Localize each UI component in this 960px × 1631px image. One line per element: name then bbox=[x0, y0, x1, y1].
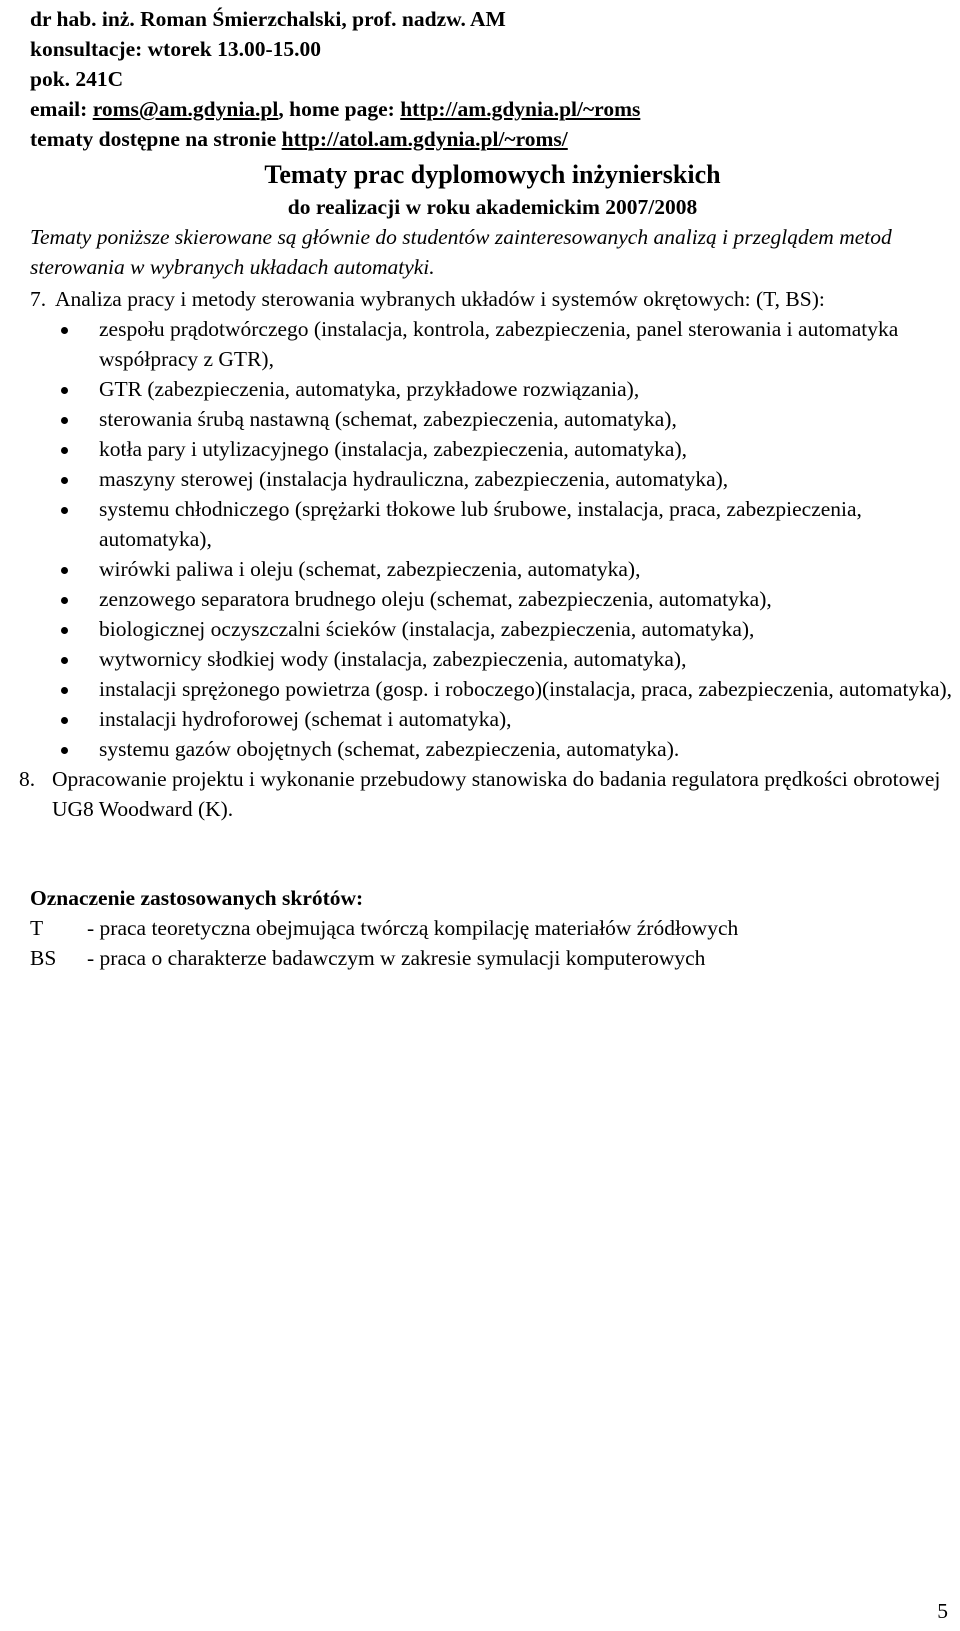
author-name: dr hab. inż. Roman Śmierzchalski, prof. nadzw. AM bbox=[30, 7, 506, 31]
abbreviation-desc: - praca teoretyczna obejmująca twórczą kompilację materiałów źródłowych bbox=[87, 916, 739, 940]
bullet-item bbox=[55, 434, 955, 464]
intro-paragraph: Tematy poniższe skierowane są głównie do studentów zainteresowanych analizą i przeglądem metod sterowania w wybranych układach automatyki. bbox=[30, 225, 892, 279]
bullet-text: sterowania śrubą nastawną (schemat, zabezpieczenia, automatyka), bbox=[99, 407, 677, 431]
email-label: email: bbox=[30, 97, 93, 121]
home-page-label: , home page: bbox=[278, 97, 401, 121]
email-link[interactable]: roms@am.gdynia.pl bbox=[92, 97, 279, 121]
topic-bullet-list bbox=[55, 314, 955, 764]
bullet-item bbox=[55, 614, 955, 644]
abbreviation-key: BS bbox=[30, 946, 57, 970]
bullet-text: zespołu prądotwórczego (instalacja, kontrola, zabezpieczenia, panel sterowania i automatyka współpracy z GTR), bbox=[99, 317, 899, 371]
bullet-text: systemu chłodniczego (sprężarki tłokowe lub śrubowe, instalacja, praca, zabezpieczenia, automatyka), bbox=[99, 497, 862, 551]
topic-text: Analiza pracy i metody sterowania wybranych układów i systemów okrętowych: (T, BS): bbox=[55, 287, 825, 311]
page-number: 5 bbox=[937, 1599, 948, 1623]
bullet-icon bbox=[61, 477, 68, 484]
topic-number: 7. bbox=[30, 287, 47, 311]
bullet-icon bbox=[61, 657, 68, 664]
bullet-item bbox=[55, 554, 955, 584]
bullet-icon bbox=[61, 747, 68, 754]
bullet-text: zenzowego separatora brudnego oleju (schemat, zabezpieczenia, automatyka), bbox=[99, 587, 772, 611]
topics-line bbox=[30, 124, 955, 154]
bullet-icon bbox=[61, 687, 68, 694]
bullet-icon bbox=[61, 387, 68, 394]
abbreviation-key: T bbox=[30, 916, 44, 940]
bullet-icon bbox=[61, 447, 68, 454]
consultation-hours: konsultacje: wtorek 13.00-15.00 bbox=[30, 37, 322, 61]
topic-text: Opracowanie projektu i wykonanie przebudowy stanowiska do badania regulatora prędkości obrotowej UG8 Woodward (K). bbox=[52, 767, 941, 821]
author-header bbox=[30, 4, 955, 154]
bullet-text: systemu gazów obojętnych (schemat, zabezpieczenia, automatyka). bbox=[99, 737, 680, 761]
bullet-text: wirówki paliwa i oleju (schemat, zabezpieczenia, automatyka), bbox=[99, 557, 641, 581]
room-number: pok. 241C bbox=[30, 67, 124, 91]
page-subtitle: do realizacji w roku akademickim 2007/2008 bbox=[287, 195, 698, 219]
bullet-item bbox=[55, 674, 955, 704]
page-title: Tematy prac dyplomowych inżynierskich bbox=[264, 160, 721, 189]
contact-line bbox=[30, 94, 955, 124]
bullet-text: maszyny sterowej (instalacja hydrauliczna, zabezpieczenia, automatyka), bbox=[99, 467, 729, 491]
bullet-text: biologicznej oczyszczalni ścieków (instalacja, zabezpieczenia, automatyka), bbox=[99, 617, 755, 641]
abbreviation-desc: - praca o charakterze badawczym w zakresie symulacji komputerowych bbox=[87, 946, 706, 970]
home-page-link[interactable]: http://am.gdynia.pl/~roms bbox=[400, 97, 641, 121]
bullet-icon bbox=[61, 717, 68, 724]
bullet-icon bbox=[61, 627, 68, 634]
bullet-icon bbox=[61, 327, 68, 334]
bullet-text: instalacji hydroforowej (schemat i automatyka), bbox=[99, 707, 512, 731]
document-page bbox=[19, 0, 955, 973]
abbreviation-row bbox=[30, 913, 955, 943]
bullet-text: instalacji sprężonego powietrza (gosp. i roboczego)(instalacja, praca, zabezpieczenia, automatyka), bbox=[99, 677, 953, 701]
bullet-item bbox=[55, 314, 955, 374]
topics-link[interactable]: http://atol.am.gdynia.pl/~roms/ bbox=[281, 127, 568, 151]
bullet-icon bbox=[61, 567, 68, 574]
bullet-item bbox=[55, 494, 955, 554]
bullet-item bbox=[55, 704, 955, 734]
bullet-item bbox=[55, 374, 955, 404]
bullet-icon bbox=[61, 597, 68, 604]
abbreviations-title: Oznaczenie zastosowanych skrótów: bbox=[30, 886, 364, 910]
topic-item-8 bbox=[19, 764, 955, 824]
bullet-text: GTR (zabezpieczenia, automatyka, przykładowe rozwiązania), bbox=[99, 377, 640, 401]
bullet-item bbox=[55, 644, 955, 674]
bullet-icon bbox=[61, 507, 68, 514]
bullet-item bbox=[55, 734, 955, 764]
bullet-text: kotła pary i utylizacyjnego (instalacja, zabezpieczenia, automatyka), bbox=[99, 437, 687, 461]
bullet-item bbox=[55, 584, 955, 614]
abbreviation-row bbox=[30, 943, 955, 973]
topics-label: tematy dostępne na stronie bbox=[30, 127, 282, 151]
bullet-item bbox=[55, 404, 955, 434]
bullet-text: wytwornicy słodkiej wody (instalacja, zabezpieczenia, automatyka), bbox=[99, 647, 687, 671]
bullet-item bbox=[55, 464, 955, 494]
abbreviations-list bbox=[30, 913, 955, 973]
bullet-icon bbox=[61, 417, 68, 424]
topic-item-7 bbox=[30, 284, 955, 764]
topic-number: 8. bbox=[19, 767, 36, 791]
